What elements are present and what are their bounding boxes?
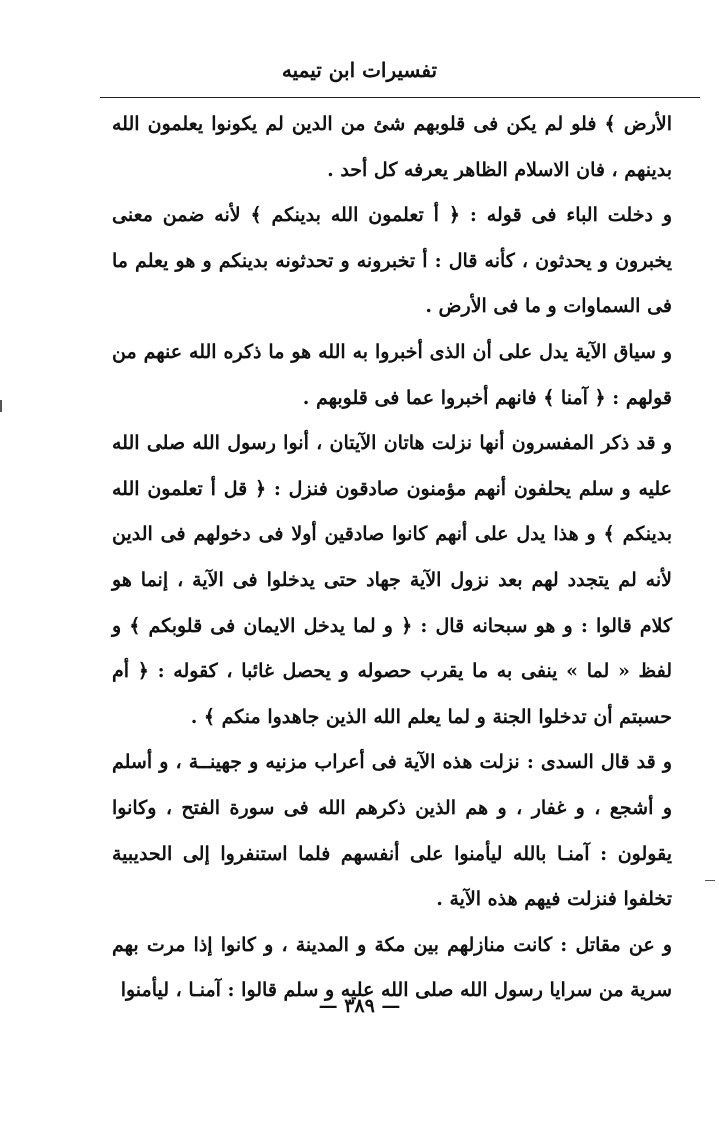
running-header-title: تفسيرات ابن تيميه [281, 58, 438, 82]
paragraph-5: و قد قال السدى : نزلت هذه الآية فى أعراب مزنيه و جهينــة ، و أسلم و أشجع ، و غفار ، و هم الذين ذكرهم الله فى سورة الفتح ، وكانوا يقولون : آمنـا بالله ليأمنوا على أنفسهم فلما استنفروا إلى الحديبية تخلفوا فنزلت فيهم هذه الآية . [112, 751, 672, 911]
scan-edge-mark [0, 400, 2, 412]
body-text [112, 102, 672, 1014]
paragraph-1: الأرض ﴾ فلو لم يكن فى قلوبهم شئ من الدين لم يكونوا يعلمون الله بدينهم ، فان الاسلام الظاهر يعرفه كل أحد . [112, 113, 672, 181]
scan-edge-mark [705, 880, 715, 881]
header-rule [100, 97, 700, 98]
paragraph-6: و عن مقاتل : كانت منازلهم بين مكة و المدينة ، و كانوا إذا مرت بهم سرية من سرايا رسول الله صلى الله عليه و سلم قالوا : آمنـا ، ليأمنوا [112, 933, 672, 1002]
paragraph-2: و دخلت الباء فى قوله : ﴿ أ تعلمون الله بدينكم ﴾ لأنه ضمن معنى يخبرون و يحدثون ، كأنه قال : أ تخبرونه و تحدثونه بدينكم و هو يعلم ما فى السماوات و ما فى الأرض . [112, 204, 672, 318]
page-number: — ٣٨٩ — [318, 995, 401, 1017]
paragraph-4: و قد ذكر المفسرون أنها نزلت هاتان الآيتان ، أنوا رسول الله صلى الله عليه و سلم يحلفون أنهم مؤمنون صادقون فنزل : ﴿ قل أ تعلمون الله بدينكم ﴾ و هذا يدل على أنهم كانوا صادقين أولا فى دخولهم فى الدين لأنه لم يتجدد لهم بعد نزول الآية جهاد حتى يدخلوا فى الآية ، إنما هو كلام قالوا : و هو سبحانه قال : ﴿ و لما يدخل الايمان فى قلوبكم ﴾ و لفظ « لما » ينفى به ما يقرب حصوله و يحصل غائبا ، كقوله : ﴿ أم حسبتم أن تدخلوا الجنة و لما يعلم الله الذين جاهدوا منكم ﴾ . [112, 432, 672, 728]
paragraph-3: و سياق الآية يدل على أن الذى أخبروا به الله هو ما ذكره الله عنهم من قولهم : ﴿ آمنا ﴾ فانهم أخبروا عما فى قلوبهم . [112, 340, 672, 409]
